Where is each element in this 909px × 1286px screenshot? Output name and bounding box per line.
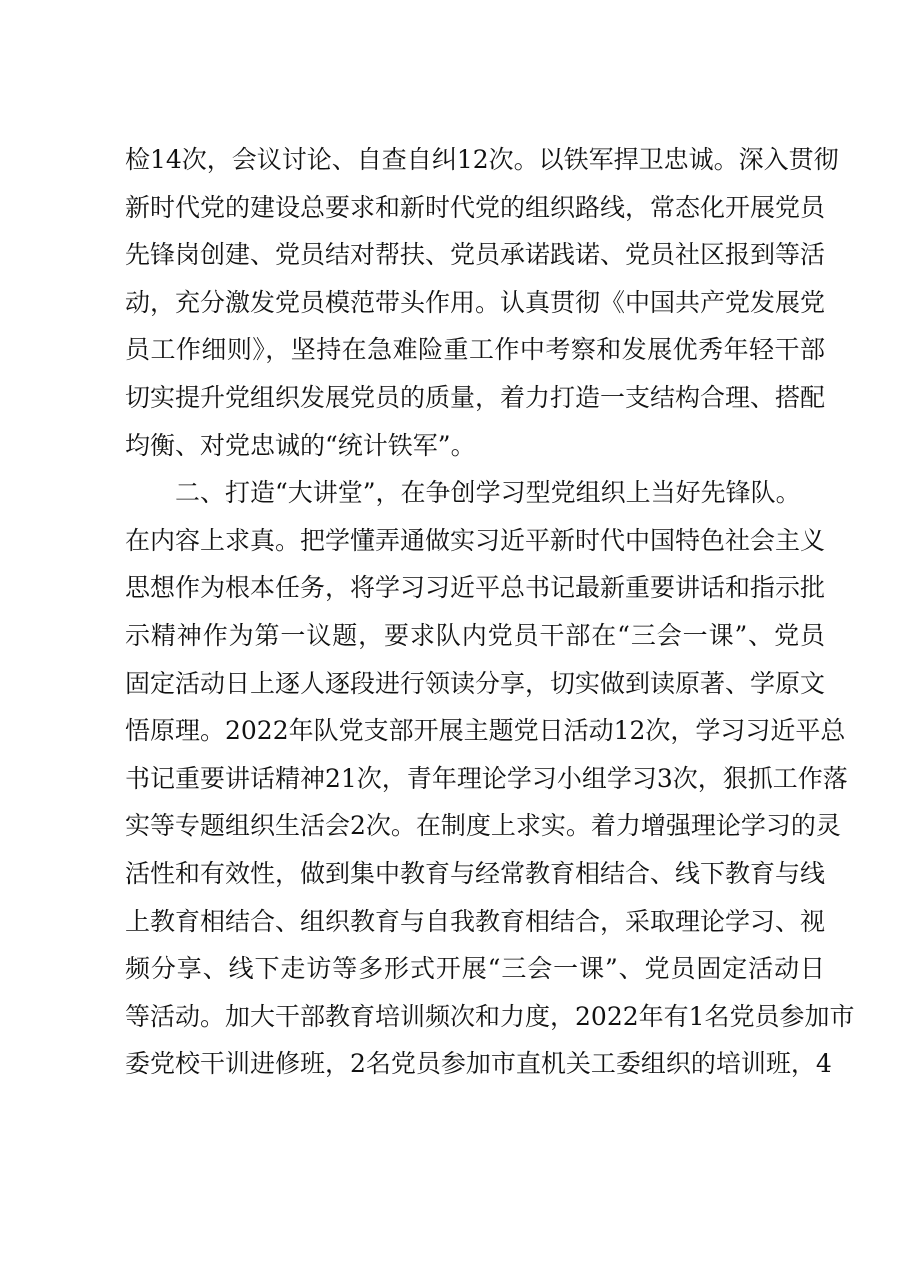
text-line-1: 检14次，会议讨论、自查自纠12次。以铁军捍卫忠诚。深入贯彻	[125, 145, 839, 174]
text-line-5: 员工作细则》，坚持在急难险重工作中考察和发展优秀年轻干部	[125, 335, 825, 365]
text-line-6: 切实提升党组织发展党员的质量，着力打造一支结构合理、搭配	[125, 382, 826, 412]
text-line-20: 委党校干训进修班，2名党员参加市直机关工委组织的培训班，4	[125, 1049, 832, 1079]
text-line-10: 思想作为根本任务，将学习习近平总书记最新重要讲话和指示批	[125, 573, 826, 603]
text-line-4: 动，充分激发党员模范带头作用。认真贯彻《中国共产党发展党	[125, 287, 826, 317]
text-line-2: 新时代党的建设总要求和新时代党的组织路线，常态化开展党员	[125, 192, 826, 222]
text-line-16: 活性和有效性，做到集中教育与经常教育相结合、线下教育与线	[125, 858, 826, 888]
text-line-15: 实等专题组织生活会2次。在制度上求实。着力增强理论学习的灵	[125, 811, 841, 841]
text-line-19: 等活动。加大干部教育培训频次和力度，2022年有1名党员参加市	[125, 1001, 855, 1031]
text-line-12: 固定活动日上逐人逐段进行领读分享，切实做到读原著、学原文	[125, 668, 826, 698]
body-text	[125, 136, 855, 1088]
text-line-11: 示精神作为第一议题，要求队内党员干部在“三会一课”、党员	[125, 620, 825, 650]
text-line-18: 频分享、线下走访等多形式开展“三会一课”、党员固定活动日	[125, 954, 825, 984]
text-line-7: 均衡、对党忠诚的“统计铁军”。	[125, 430, 476, 460]
text-line-17: 上教育相结合、组织教育与自我教育相结合，采取理论学习、视	[125, 906, 826, 936]
text-line-3: 先锋岗创建、党员结对帮扶、党员承诺践诺、党员社区报到等活	[125, 240, 826, 270]
text-line-14: 书记重要讲话精神21次，青年理论学习小组学习3次，狠抓工作落	[125, 763, 848, 793]
section-heading-line: 二、打造“大讲堂”，在争创学习型党组织上当好先锋队。	[175, 478, 801, 508]
text-line-13: 悟原理。2022年队党支部开展主题党日活动12次，学习习近平总	[125, 716, 846, 746]
text-line-9: 在内容上求真。把学懂弄通做实习近平新时代中国特色社会主义	[125, 525, 826, 555]
